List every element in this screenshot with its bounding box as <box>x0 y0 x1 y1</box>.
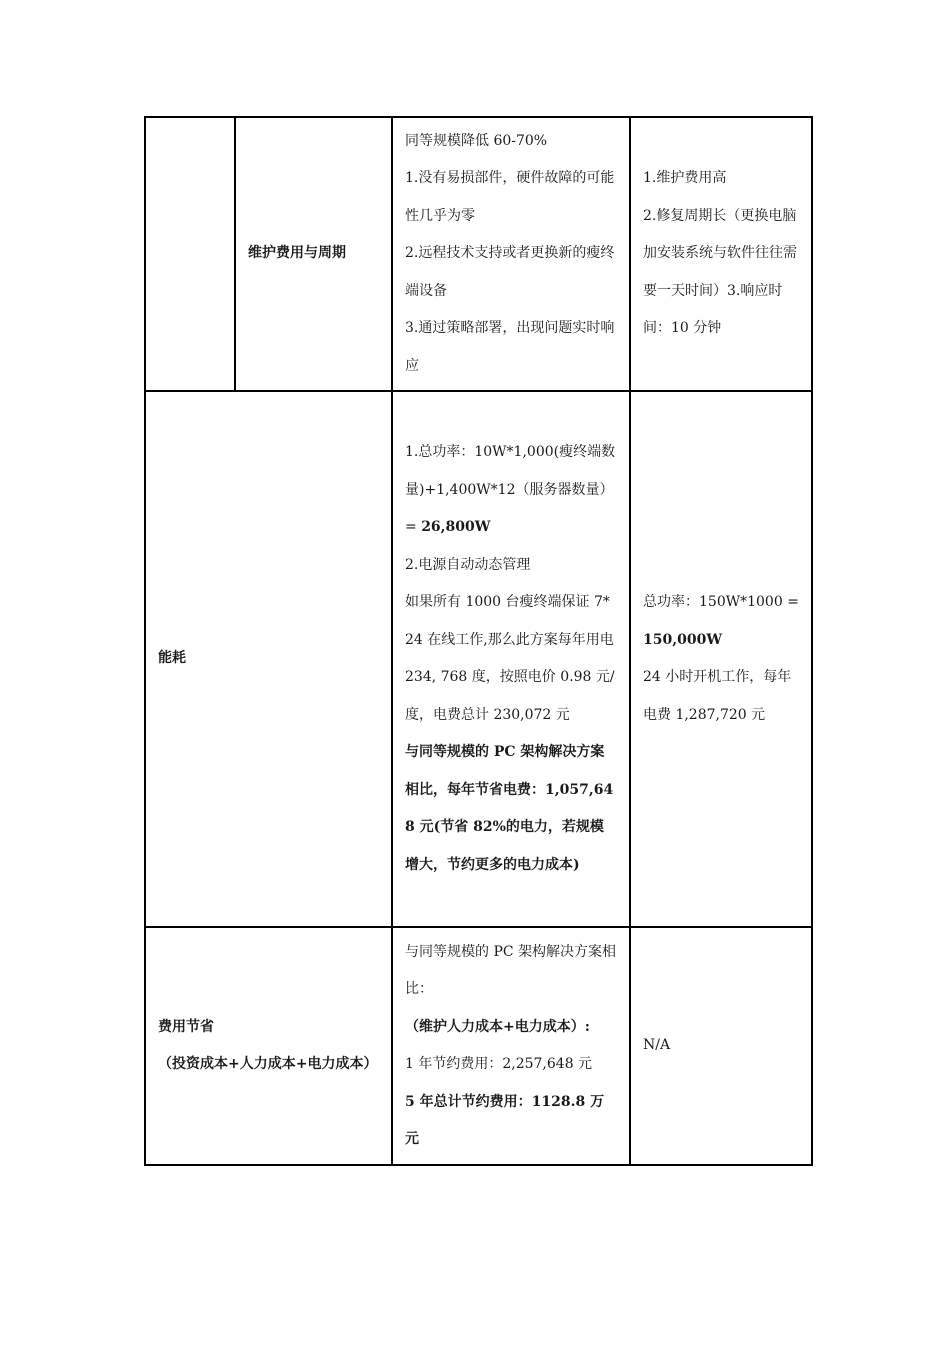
category-label-energy: 能耗 <box>145 391 392 927</box>
thin-maintenance-line-3: 2.远程技术支持或者更换新的瘦终端设备 <box>405 245 615 299</box>
pc-energy-cost: 24 小时开机工作，每年电费 1,287,720 元 <box>643 669 792 723</box>
subcategory-label-maintenance: 维护费用与周期 <box>235 117 392 391</box>
pc-energy-power-total: 150,000W <box>643 631 723 648</box>
pc-maintenance-cell <box>630 117 812 391</box>
pc-energy-power-prefix: 总功率：150W*1000 = <box>643 594 799 610</box>
category-cell-empty <box>145 117 235 391</box>
thin-savings-year1: 1 年节约费用：2,257,648 元 <box>405 1056 593 1072</box>
thin-energy-auto-mgmt: 2.电源自动动态管理 <box>405 556 531 573</box>
comparison-table <box>144 116 813 1166</box>
thin-savings-year5: 5 年总计节约费用：1128.8 万元 <box>405 1093 605 1147</box>
thin-client-maintenance-cell <box>392 117 630 391</box>
thin-maintenance-line-1: 同等规模降低 60-70% <box>405 132 548 149</box>
pc-maintenance-line-1: 1.维护费用高 <box>643 170 727 187</box>
thin-energy-usage: 如果所有 1000 台瘦终端保证 7*24 在线工作,那么此方案每年用电 234, 768 度，按照电价 0.98 元/度，电费总计 230,072 元 <box>405 594 615 723</box>
thin-savings-intro: 与同等规模的 PC 架构解决方案相比： <box>405 943 617 997</box>
category-label-savings <box>145 927 392 1165</box>
thin-maintenance-line-2: 1.没有易损部件，硬件故障的可能性几乎为零 <box>405 170 615 224</box>
pc-energy-power <box>643 584 799 659</box>
thin-energy-power-prefix: 1.总功率：10W*1,000(瘦终端数量)+1,400W*12（服务器数量）= <box>405 444 616 535</box>
thin-energy-power-total: 26,800W <box>421 519 491 535</box>
thin-energy-savings: 与同等规模的 PC 架构解决方案相比，每年节省电费：1,057,648 元(节省 82%的电力，若规模增大，节约更多的电力成本) <box>405 744 614 873</box>
table-row-energy <box>145 391 812 927</box>
savings-label-sub: （投资成本+人力成本+电力成本） <box>158 1056 378 1072</box>
pc-energy-cell <box>630 391 812 927</box>
thin-client-energy-cell <box>392 391 630 927</box>
thin-savings-scope: （维护人力成本+电力成本）: <box>405 1018 590 1035</box>
thin-client-savings-cell <box>392 927 630 1165</box>
savings-label-main: 费用节省 <box>158 1018 214 1035</box>
thin-maintenance-line-4: 3.通过策略部署，出现问题实时响应 <box>405 320 615 374</box>
pc-savings-cell: N/A <box>630 927 812 1165</box>
pc-maintenance-line-2: 2.修复周期长（更换电脑加安装系统与软件往往需要一天时间）3.响应时间：10 分钟 <box>643 207 797 337</box>
table-row-savings <box>145 927 812 1165</box>
table-row-maintenance <box>145 117 812 391</box>
thin-energy-power <box>405 434 617 547</box>
